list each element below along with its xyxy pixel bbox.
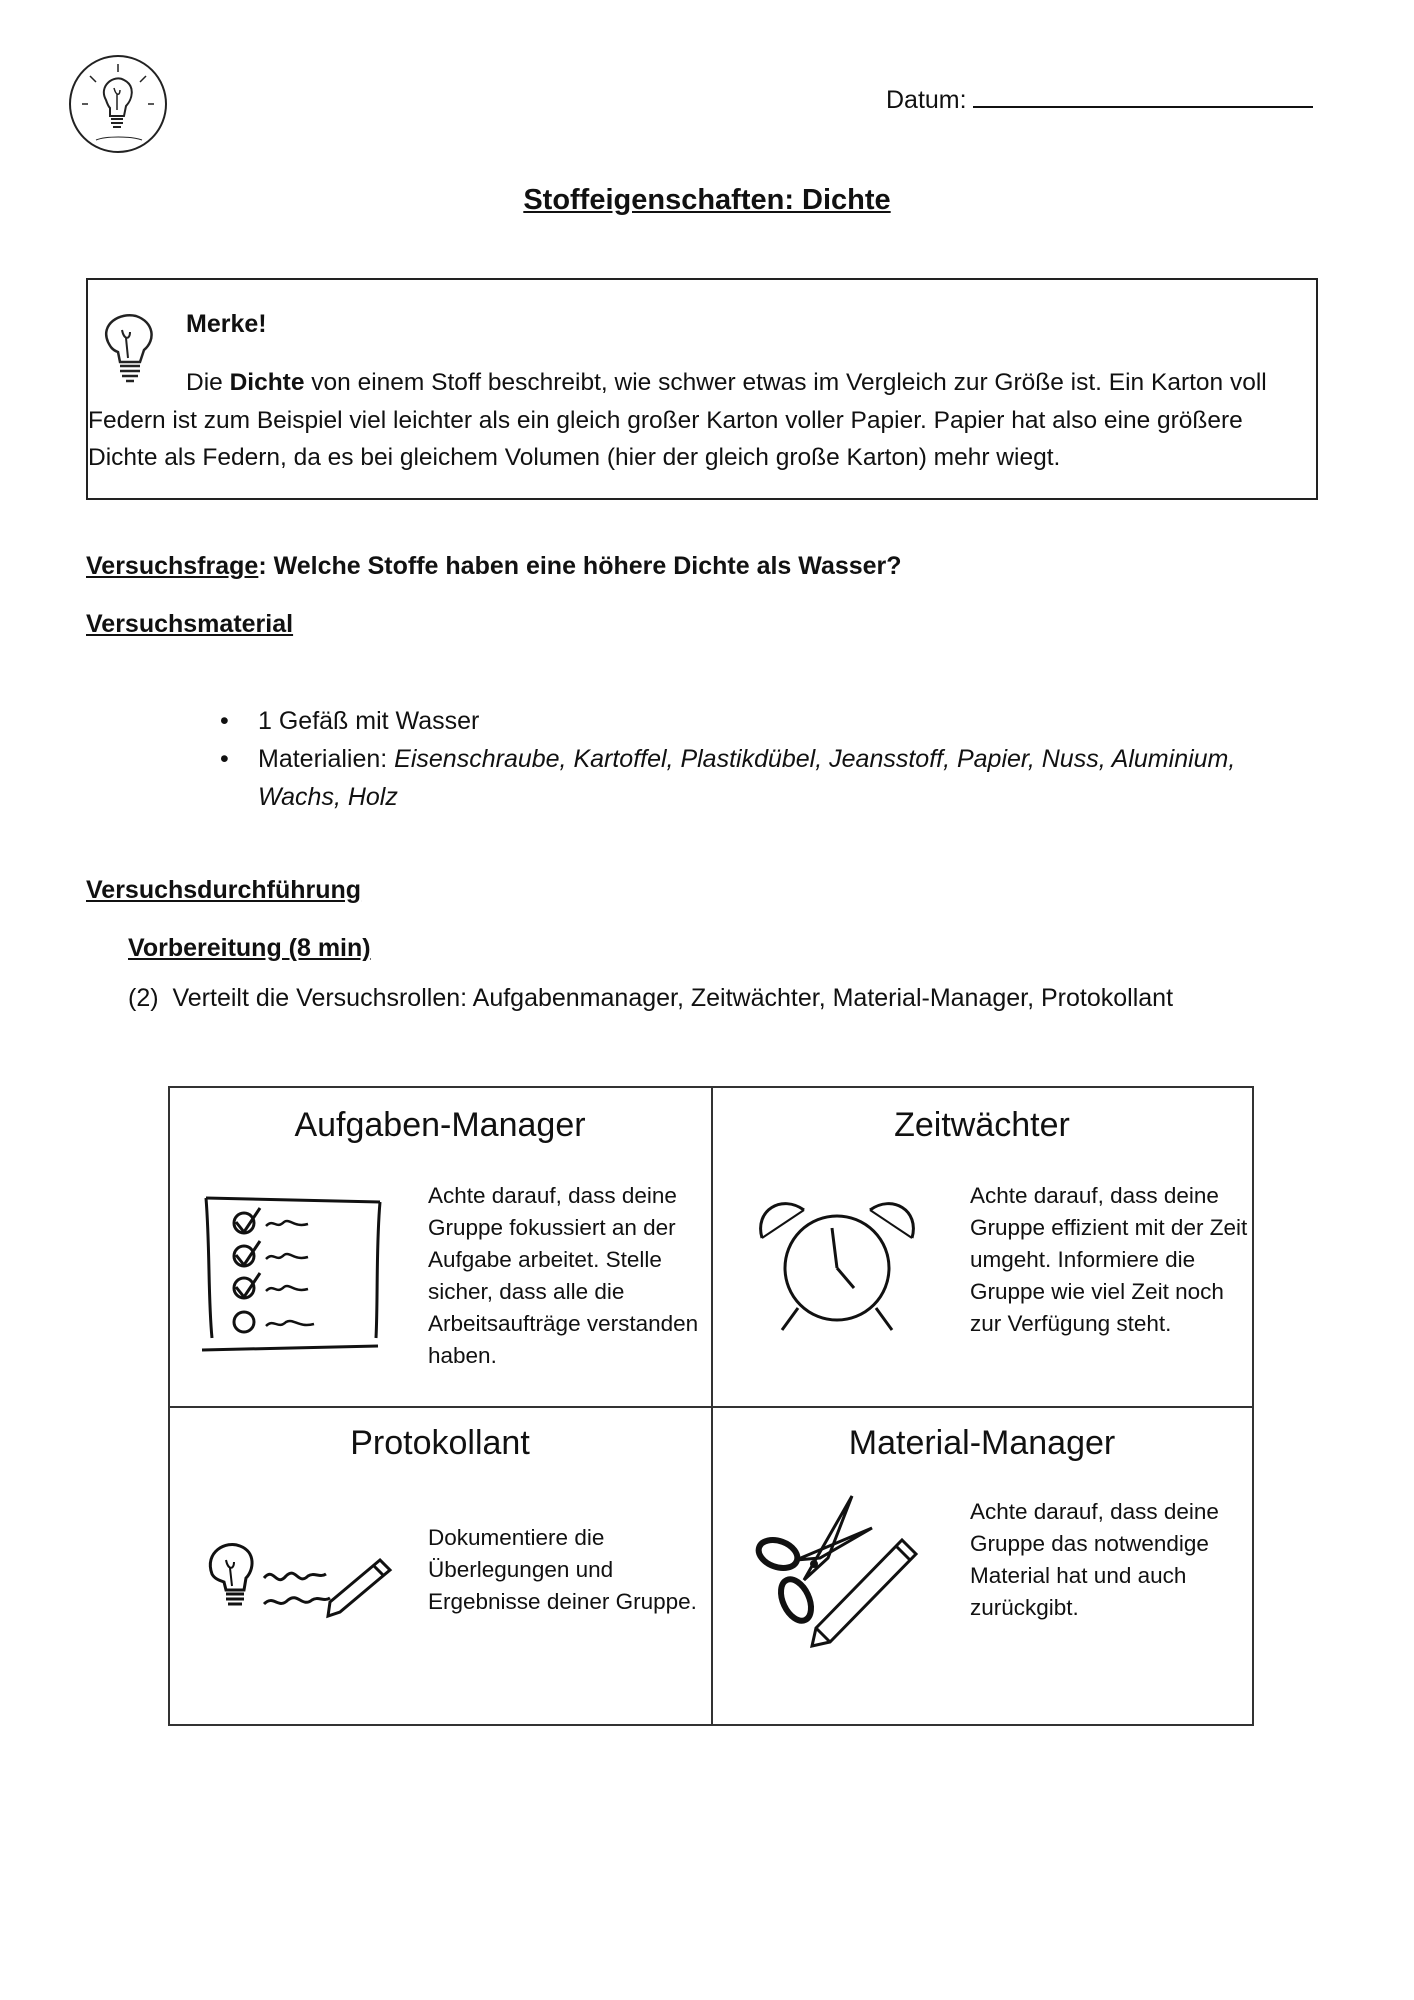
role-title-zeitwaechter: Zeitwächter	[894, 1106, 1070, 1144]
role-desc-material-manager: Achte darauf, dass deine Gruppe das notwendige Material hat und auch zurückgibt.	[970, 1499, 1219, 1620]
merke-keyword: Dichte	[229, 369, 305, 396]
table-divider	[170, 1406, 1252, 1408]
durchfuehrung-heading: Versuchsdurchführung	[86, 876, 362, 904]
date-field[interactable]	[886, 86, 1313, 115]
merke-heading: Merke!	[186, 310, 267, 338]
versuchsmaterial-heading: Versuchsmaterial	[86, 610, 294, 638]
material-item-label: Materialien:	[258, 745, 395, 773]
writing-pencil-icon	[204, 1538, 394, 1628]
page-title: Stoffeigenschaften: Dichte	[523, 184, 891, 216]
date-label: Datum:	[886, 86, 967, 114]
step-item	[128, 984, 1173, 1013]
step-number: (2)	[128, 984, 159, 1012]
role-desc-protokollant: Dokumentiere die Überlegungen und Ergebnisse deiner Gruppe.	[428, 1525, 697, 1614]
versuchsfrage-text: : Welche Stoffe haben eine höhere Dichte als Wasser?	[258, 552, 902, 580]
list-item	[220, 740, 1300, 816]
versuchsfrage-label: Versuchsfrage	[86, 552, 259, 580]
versuchsfrage	[86, 552, 902, 581]
role-title-aufgaben-manager: Aufgaben-Manager	[294, 1106, 586, 1144]
role-desc-aufgaben-manager: Achte darauf, dass deine Gruppe fokussiert an der Aufgabe arbeitet. Stelle sicher, dass alle die Arbeitsaufträge verstanden haben.	[428, 1183, 699, 1368]
merke-text-start: Die	[186, 369, 230, 396]
merke-text	[88, 364, 1308, 477]
roles-table	[168, 1086, 1254, 1726]
merke-text-rest: von einem Stoff beschreibt, wie schwer etwas im Vergleich zur Größe ist. Ein Karton voll Federn ist zum Beispiel viel leichter als ein gleich großer Karton voller Papier. Papier hat also eine größere Dichte als Federn, da es bei gleichem Volumen (hier der gleich große Karton) mehr wiegt.	[88, 369, 1267, 471]
step-text: Verteilt die Versuchsrollen: Aufgabenmanager, Zeitwächter, Material-Manager, Protokollant	[172, 984, 1174, 1012]
alarm-clock-icon	[752, 1188, 922, 1338]
vorbereitung-subheading: Vorbereitung (8 min)	[128, 934, 371, 962]
role-title-protokollant: Protokollant	[350, 1424, 530, 1462]
list-item	[220, 702, 1300, 740]
role-desc-zeitwaechter: Achte darauf, dass deine Gruppe effizient mit der Zeit umgeht. Informiere die Gruppe wie viel Zeit noch zur Verfügung steht.	[970, 1183, 1248, 1336]
material-item-water: 1 Gefäß mit Wasser	[258, 707, 480, 735]
scissors-pencil-icon	[752, 1488, 932, 1648]
material-item-list: Eisenschraube, Kartoffel, Plastikdübel, Jeansstoff, Papier, Nuss, Aluminium, Wachs, Holz	[258, 745, 1236, 811]
checklist-icon	[200, 1188, 390, 1358]
role-title-material-manager: Material-Manager	[848, 1424, 1116, 1462]
material-list	[220, 702, 1300, 816]
date-blank-line[interactable]	[973, 86, 1313, 108]
lightbulb-logo-icon	[66, 52, 170, 156]
